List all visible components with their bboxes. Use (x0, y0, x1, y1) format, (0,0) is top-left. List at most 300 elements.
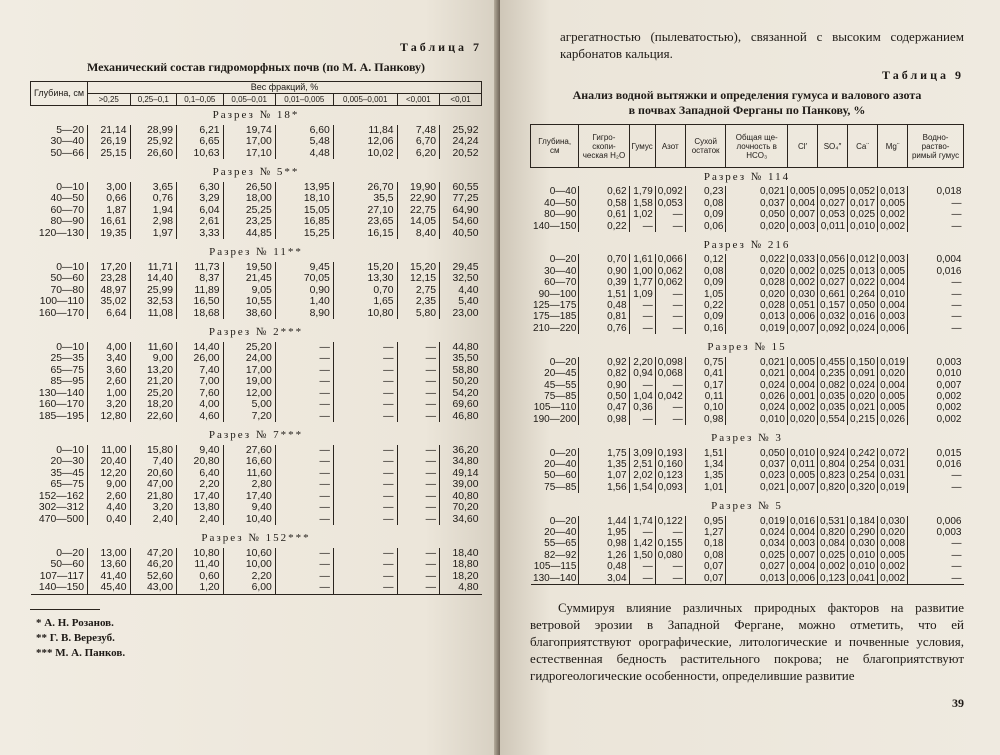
value-cell: — (275, 365, 333, 377)
value-cell: 12,06 (333, 136, 397, 148)
value-cell: 0,002 (787, 402, 817, 413)
value-cell: — (397, 342, 440, 354)
value-cell: 18,80 (440, 559, 482, 571)
value-cell: 4,80 (440, 582, 482, 594)
value-cell: — (397, 468, 440, 480)
value-cell: 6,20 (397, 148, 440, 160)
value-cell: 1,35 (685, 470, 726, 481)
value-cell: — (397, 399, 440, 411)
value-cell: 0,41 (685, 368, 726, 379)
depth-cell: 185—195 (38, 410, 84, 422)
value-cell: 14,40 (177, 342, 224, 354)
depth-cell: 80—90 (50, 216, 84, 227)
value-cell: 0,006 (908, 516, 964, 527)
footnotes (30, 616, 482, 661)
value-cell: — (275, 445, 333, 457)
value-cell: 7,60 (177, 388, 224, 400)
depth-cell: 20—30 (50, 456, 84, 467)
value-cell: 2,40 (130, 514, 177, 526)
value-cell: 0,003 (878, 254, 908, 265)
value-cell: 0,005 (787, 470, 817, 481)
value-cell: — (333, 514, 397, 526)
value-cell: — (275, 342, 333, 354)
value-cell: 0,020 (878, 527, 908, 538)
value-cell: 1,20 (177, 582, 224, 594)
value-cell: 2,80 (223, 479, 275, 491)
value-cell: 0,002 (878, 561, 908, 572)
section-title: Разрез № 114 (703, 171, 791, 183)
value-cell: 4,48 (275, 148, 333, 160)
value-cell: 25,92 (130, 136, 177, 148)
value-cell: 13,20 (130, 365, 177, 377)
value-cell: 58,80 (440, 365, 482, 377)
value-cell: 54,20 (440, 388, 482, 400)
value-cell: 0,021 (726, 357, 788, 368)
value-cell: 9,40 (223, 502, 275, 514)
value-cell: — (275, 582, 333, 594)
value-cell: — (908, 538, 964, 549)
value-cell: 27,10 (333, 205, 397, 217)
depth-cell: 45—55 (544, 379, 577, 391)
section-title: Разрез № 2*** (208, 326, 304, 338)
value-cell: 1,27 (685, 527, 726, 538)
value-cell: 13,30 (333, 273, 397, 285)
value-cell: — (908, 561, 964, 572)
value-cell: 0,155 (655, 538, 685, 549)
value-cell: 1,51 (685, 448, 726, 459)
value-cell: 0,023 (726, 470, 788, 481)
value-cell: — (908, 573, 964, 585)
section-row (31, 529, 482, 548)
value-cell: 0,041 (848, 573, 878, 585)
value-cell: 24,24 (440, 136, 482, 148)
value-cell: 0,92 (579, 357, 629, 368)
value-cell: 11,60 (223, 468, 275, 480)
table-row (531, 198, 964, 209)
value-cell: 0,007 (787, 482, 817, 493)
depth-cell: 40—50 (544, 197, 577, 209)
value-cell: 4,60 (177, 411, 224, 423)
fraction-column-header: <0,01 (440, 94, 482, 106)
value-cell: — (333, 571, 397, 583)
value-cell: 1,05 (685, 289, 726, 300)
value-cell: — (397, 571, 440, 583)
depth-cell: 0—10 (56, 341, 84, 353)
value-cell: 41,40 (88, 571, 131, 583)
value-cell: 19,35 (88, 228, 131, 240)
value-cell: 0,005 (878, 391, 908, 402)
table-9-title: Анализ водной вытяжки и определения гумуса и валового азота в почвах Западной Ферганы по Панкову, % (572, 88, 922, 117)
value-cell: 0,037 (726, 198, 788, 209)
value-cell: 0,025 (818, 550, 848, 561)
value-cell: 0,003 (787, 221, 817, 232)
value-cell: 3,40 (88, 353, 131, 365)
value-cell: — (655, 527, 685, 538)
section-row (531, 236, 964, 254)
value-cell: 0,016 (908, 459, 964, 470)
value-cell: 0,050 (726, 209, 788, 220)
value-cell: — (655, 209, 685, 220)
value-cell: — (275, 559, 333, 571)
depth-cell: 70—80 (50, 284, 84, 296)
value-cell: 0,013 (848, 266, 878, 277)
value-cell: 10,55 (223, 296, 275, 308)
value-cell: 1,04 (629, 391, 655, 402)
value-cell: 27,60 (223, 445, 275, 457)
value-cell: 0,40 (88, 514, 131, 526)
table-row (31, 136, 482, 148)
value-cell: 16,85 (275, 216, 333, 228)
value-cell: 0,001 (787, 391, 817, 402)
value-cell: 1,35 (579, 459, 629, 470)
table-row (31, 548, 482, 560)
value-cell: 3,20 (130, 502, 177, 514)
value-cell: 46,20 (130, 559, 177, 571)
value-cell: — (333, 353, 397, 365)
value-cell: — (275, 388, 333, 400)
value-cell: 0,030 (878, 516, 908, 527)
value-cell: 0,18 (685, 538, 726, 549)
value-cell: 13,95 (275, 182, 333, 194)
value-cell: 0,022 (848, 277, 878, 288)
value-cell: 0,254 (848, 459, 878, 470)
value-cell: 0,011 (818, 221, 848, 232)
value-cell: 0,015 (908, 448, 964, 459)
value-cell: 35,02 (88, 296, 131, 308)
value-cell: 4,40 (440, 285, 482, 297)
value-cell: — (397, 365, 440, 377)
value-cell: 12,15 (397, 273, 440, 285)
table-row (531, 254, 964, 265)
value-cell: 0,48 (579, 561, 629, 572)
value-cell: — (908, 289, 964, 300)
value-cell: — (275, 376, 333, 388)
value-cell: 0,70 (333, 285, 397, 297)
value-cell: — (275, 514, 333, 526)
value-cell: 0,50 (579, 391, 629, 402)
value-cell: 0,98 (579, 414, 629, 425)
value-cell: 0,037 (726, 459, 788, 470)
value-cell: 12,00 (223, 388, 275, 400)
table-row (31, 445, 482, 457)
table-row (531, 289, 964, 300)
value-cell: 0,025 (818, 266, 848, 277)
value-cell: — (655, 561, 685, 572)
value-cell: 7,20 (223, 411, 275, 423)
value-cell: 22,90 (397, 193, 440, 205)
value-cell: 22,60 (130, 411, 177, 423)
table-row (31, 468, 482, 480)
table-row (31, 491, 482, 503)
value-cell: 0,94 (629, 368, 655, 379)
depth-cell: 40—50 (50, 193, 84, 204)
value-cell: 0,002 (908, 391, 964, 402)
value-cell: — (629, 527, 655, 538)
table-row (31, 148, 482, 160)
value-cell: 18,00 (223, 193, 275, 205)
value-cell: 26,00 (177, 353, 224, 365)
value-cell: 35,50 (440, 353, 482, 365)
value-cell: 1,65 (333, 296, 397, 308)
value-cell: — (397, 514, 440, 526)
value-cell: 38,60 (223, 308, 275, 320)
value-cell: 0,804 (818, 459, 848, 470)
value-cell: 0,022 (726, 254, 788, 265)
depth-cell: 20—45 (544, 368, 577, 380)
value-cell: 1,07 (579, 470, 629, 481)
value-cell: 20,60 (130, 468, 177, 480)
fraction-column-header: <0,001 (397, 94, 440, 106)
value-cell: — (275, 411, 333, 423)
value-cell: 0,004 (787, 527, 817, 538)
table-row (531, 300, 964, 311)
value-cell: 16,50 (177, 296, 224, 308)
table-row (31, 411, 482, 423)
value-cell: 0,08 (685, 266, 726, 277)
value-cell: 22,75 (397, 205, 440, 217)
value-cell: — (908, 323, 964, 334)
table-row (531, 470, 964, 481)
section-title: Разрез № 3 (711, 432, 783, 445)
depth-cell: 210—220 (533, 322, 577, 334)
value-cell: 15,20 (397, 262, 440, 274)
value-cell: 0,024 (726, 402, 788, 413)
value-cell: 1,54 (629, 482, 655, 493)
value-cell: 0,16 (685, 323, 726, 334)
value-cell: 43,00 (130, 582, 177, 594)
value-cell: — (275, 399, 333, 411)
table-row (531, 550, 964, 561)
value-cell: 0,092 (818, 323, 848, 334)
value-cell: 21,14 (88, 125, 131, 137)
depth-cell: 90—100 (538, 288, 577, 300)
value-cell: 0,002 (818, 561, 848, 572)
value-cell: 17,40 (223, 491, 275, 503)
value-cell: 0,027 (818, 277, 848, 288)
value-cell: 10,02 (333, 148, 397, 160)
value-cell: 25,92 (440, 125, 482, 137)
value-cell: 0,002 (908, 414, 964, 425)
value-cell: 0,95 (685, 516, 726, 527)
value-cell: 0,90 (579, 380, 629, 391)
value-cell: 5,40 (440, 296, 482, 308)
value-cell: 2,20 (223, 571, 275, 583)
depth-cell: 120—130 (38, 227, 84, 239)
depth-cell: 0—20 (549, 254, 577, 266)
value-cell: 0,75 (685, 357, 726, 368)
value-cell: 3,20 (88, 399, 131, 411)
value-cell: 0,031 (878, 459, 908, 470)
depth-cell: 160—170 (38, 307, 84, 319)
value-cell: — (397, 502, 440, 514)
value-cell: 0,007 (787, 550, 817, 561)
value-cell: 28,99 (130, 125, 177, 137)
value-cell: 50,20 (440, 376, 482, 388)
value-cell: 0,027 (818, 198, 848, 209)
table-row (531, 527, 964, 538)
value-cell: 0,003 (787, 538, 817, 549)
table-row (531, 538, 964, 549)
section-row (31, 243, 482, 262)
table-row (531, 414, 964, 425)
depth-cell: 20—40 (544, 458, 577, 470)
value-cell: 2,60 (88, 376, 131, 388)
value-cell: 14,05 (397, 216, 440, 228)
value-cell: 1,02 (629, 209, 655, 220)
value-cell: 2,40 (177, 514, 224, 526)
value-cell: 0,050 (726, 448, 788, 459)
value-cell: — (397, 388, 440, 400)
value-cell: 2,60 (88, 491, 131, 503)
depth-cell: 0—20 (549, 447, 577, 459)
depth-cell: 100—110 (39, 296, 84, 307)
table-row (531, 323, 964, 334)
value-cell: 6,21 (177, 125, 224, 137)
table-row (31, 308, 482, 320)
value-cell: 20,80 (177, 456, 224, 468)
value-cell: 23,00 (440, 308, 482, 320)
value-cell: — (333, 491, 397, 503)
value-cell: 9,05 (223, 285, 275, 297)
value-cell: 0,005 (878, 266, 908, 277)
value-cell: 16,60 (223, 456, 275, 468)
depth-cell: 105—110 (533, 402, 577, 414)
value-cell: 7,48 (397, 125, 440, 137)
depth-cell: 302—312 (38, 502, 84, 513)
value-cell: 0,020 (848, 391, 878, 402)
value-cell: 19,50 (223, 262, 275, 274)
value-cell: 52,60 (130, 571, 177, 583)
column-header: Гигро-скопи-ческая H₂O (579, 125, 629, 168)
value-cell: 0,011 (787, 459, 817, 470)
value-cell: 15,80 (130, 445, 177, 457)
value-cell: 0,092 (655, 186, 685, 197)
value-cell: 0,193 (655, 448, 685, 459)
value-cell: 0,820 (818, 527, 848, 538)
value-cell: 0,025 (848, 209, 878, 220)
value-cell: 11,89 (177, 285, 224, 297)
value-cell: 48,97 (88, 285, 131, 297)
value-cell: 0,027 (726, 561, 788, 572)
value-cell: 17,40 (177, 491, 224, 503)
value-cell: 11,84 (333, 125, 397, 137)
value-cell: 0,033 (787, 254, 817, 265)
value-cell: 0,98 (685, 414, 726, 425)
value-cell: 32,53 (130, 296, 177, 308)
value-cell: 1,74 (629, 516, 655, 527)
value-cell: 70,20 (440, 502, 482, 514)
value-cell: 3,04 (579, 573, 629, 585)
value-cell: 21,80 (130, 491, 177, 503)
value-cell: 0,924 (818, 448, 848, 459)
value-cell: — (397, 491, 440, 503)
value-cell: 47,00 (130, 479, 177, 491)
value-cell: 0,004 (787, 198, 817, 209)
section-title: Разрез № 5 (711, 500, 783, 513)
value-cell: 0,024 (848, 323, 878, 334)
section-title: Разрез № 152*** (201, 532, 311, 544)
value-cell: 13,80 (177, 502, 224, 514)
table-row (531, 402, 964, 413)
value-cell: 3,29 (177, 193, 224, 205)
value-cell: 0,004 (878, 277, 908, 288)
value-cell: 1,44 (579, 516, 629, 527)
depth-cell: 50—66 (50, 147, 84, 159)
value-cell: 0,042 (655, 391, 685, 402)
value-cell: 10,63 (177, 148, 224, 160)
value-cell: 6,70 (397, 136, 440, 148)
value-cell: 7,40 (130, 456, 177, 468)
table-row (31, 205, 482, 217)
table-row (531, 266, 964, 277)
value-cell: 0,010 (726, 414, 788, 425)
depth-cell: 152—162 (38, 490, 84, 502)
value-cell: 3,09 (629, 448, 655, 459)
intro-text: агрегатностью (пылеватостью), связанной с высоким содержанием карбонатов кальция. (560, 29, 964, 61)
value-cell: 0,002 (787, 277, 817, 288)
value-cell: 0,050 (848, 300, 878, 311)
value-cell: 20,52 (440, 148, 482, 160)
value-cell: 32,50 (440, 273, 482, 285)
value-cell: 14,40 (130, 273, 177, 285)
value-cell: 70,05 (275, 273, 333, 285)
fraction-column-header: >0,25 (88, 94, 131, 106)
value-cell: 0,004 (908, 254, 964, 265)
value-cell: 0,82 (579, 368, 629, 379)
value-cell: 0,005 (787, 186, 817, 197)
value-cell: 1,79 (629, 186, 655, 197)
value-cell: — (333, 559, 397, 571)
page-number: 39 (952, 696, 964, 710)
value-cell: 9,00 (130, 353, 177, 365)
table-row (531, 380, 964, 391)
value-cell: 0,030 (787, 289, 817, 300)
value-cell: — (629, 414, 655, 425)
value-cell: 4,00 (177, 399, 224, 411)
column-header: Водно-раство-римый гумус (908, 125, 964, 168)
value-cell: — (908, 550, 964, 561)
table-row (31, 514, 482, 526)
value-cell: 1,87 (88, 205, 131, 217)
value-cell: 0,006 (787, 573, 817, 585)
section-row (31, 163, 482, 182)
value-cell: — (908, 209, 964, 220)
value-cell: 0,020 (787, 414, 817, 425)
table-row (531, 561, 964, 572)
value-cell: 0,98 (579, 538, 629, 549)
fraction-header: Вес фракций, % (88, 82, 482, 94)
depth-cell: 0—10 (56, 181, 84, 193)
value-cell: 1,34 (685, 459, 726, 470)
value-cell: 19,00 (223, 376, 275, 388)
value-cell: 10,60 (223, 548, 275, 560)
value-cell: 0,004 (878, 380, 908, 391)
value-cell: 12,80 (88, 411, 131, 423)
table-row (531, 459, 964, 470)
value-cell: 1,00 (88, 388, 131, 400)
value-cell: 9,00 (88, 479, 131, 491)
value-cell: 11,73 (177, 262, 224, 274)
value-cell: 0,010 (908, 368, 964, 379)
value-cell: 0,005 (878, 550, 908, 561)
value-cell: — (397, 548, 440, 560)
value-cell: — (333, 342, 397, 354)
section-row (531, 338, 964, 356)
value-cell: 0,215 (848, 414, 878, 425)
depth-cell: 130—140 (38, 387, 84, 399)
column-header: Азот (655, 125, 685, 168)
depth-header: Глубина, см (31, 82, 88, 106)
